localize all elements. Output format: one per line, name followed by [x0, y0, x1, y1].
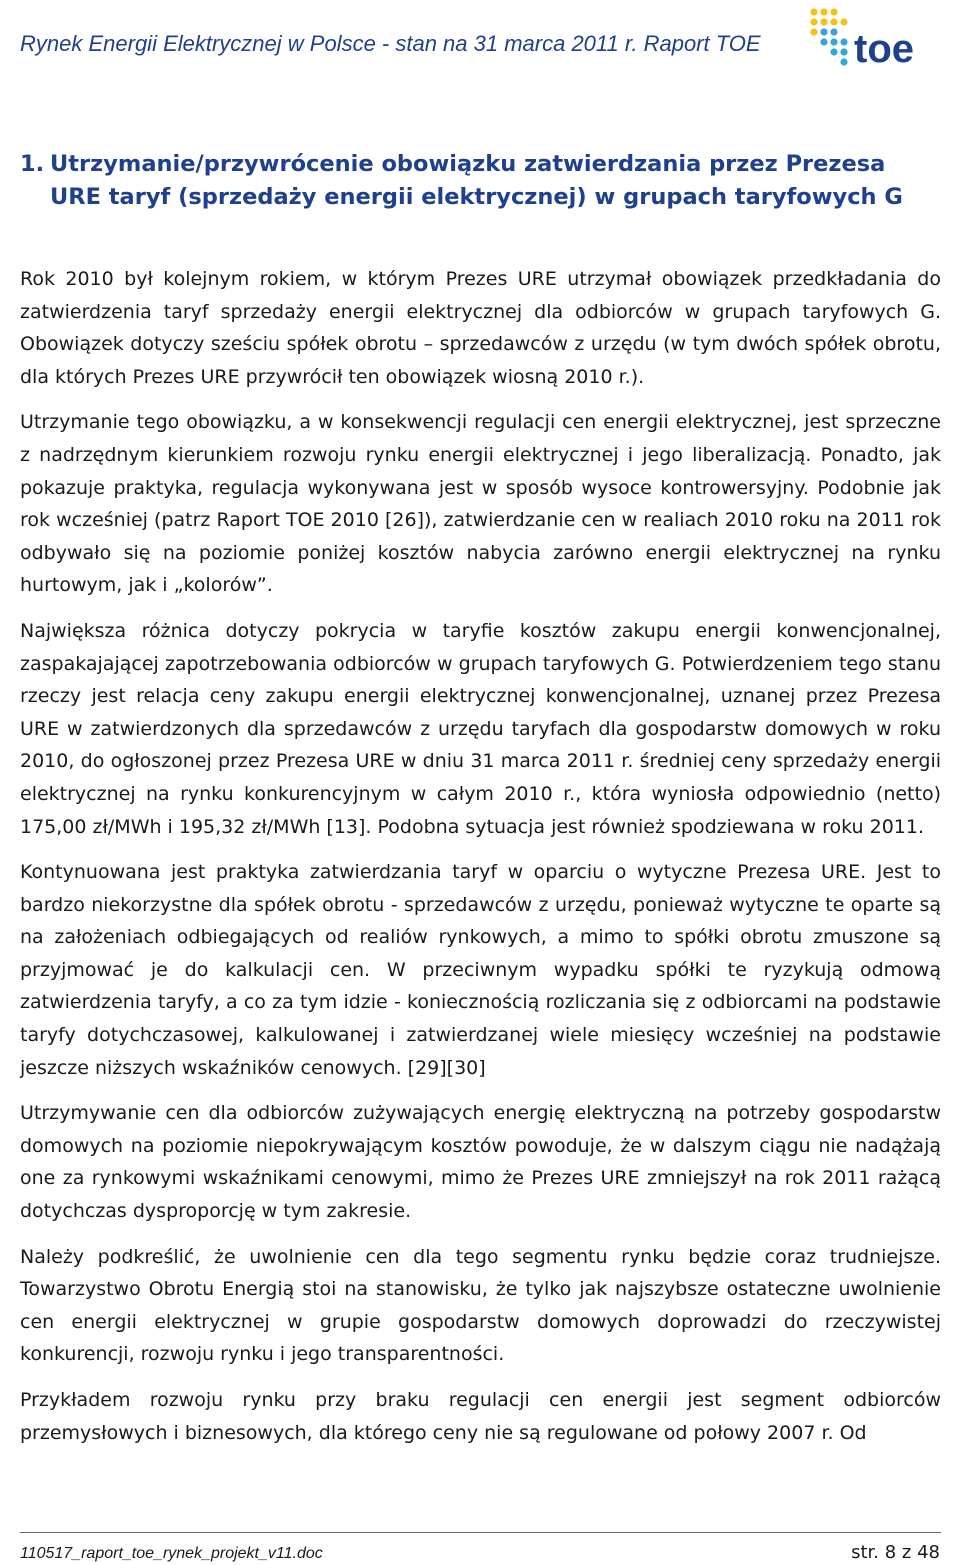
logo-wordmark: toe	[854, 27, 914, 68]
paragraph: Rok 2010 był kolejnym rokiem, w którym Prezes URE utrzymał obowiązek przedkładania do zatwierdzenia taryf sprzedaży energii elektrycznej dla odbiorców w grupach taryfowych G. Obowiązek dotyczy sześciu spółek obrotu – sprzedawców z urzędu (w tym dwóch spółek obrotu, dla których Prezes URE przywrócił ten obowiązek wiosną 2010 r.).	[20, 268, 941, 388]
paragraph: Należy podkreślić, że uwolnienie cen dla tego segmentu rynku będzie coraz trudniejsze. Towarzystwo Obrotu Energią stoi na stanowisku, że tylko jak najszybsze ostateczne uwolnienie cen energii elektrycznej w grupie gospodarstw domowych doprowadzi do rzeczywistej konkurencji, rozwoju rynku i jego transparentności.	[20, 1245, 941, 1366]
logo-dots-icon	[810, 8, 847, 65]
page-number: str. 8 z 48	[851, 1542, 940, 1563]
footer-filename: 110517_raport_toe_rynek_projekt_v11.doc	[20, 1545, 323, 1562]
section-number: 1.	[20, 151, 45, 177]
paragraph: Kontynuowana jest praktyka zatwierdzania taryf w oparciu o wytyczne Prezesa URE. Jest to bardzo niekorzystne dla spółek obrotu - sprzedawców z urzędu, ponieważ wytyczne te oparte są na założeniach odbiegających od realiów rynkowych, a mimo to spółki obrotu zmuszone są przyjmować je do kalkulacji cen. W przeciwnym wypadku spółki te ryzykują odmową zatwierdzenia taryfy, a co za tym idzie - koniecznością rozliczania się z odbiorcami na podstawie taryfy dotychczasowej, kalkulowanej i zatwierdzanej wiele miesięcy wcześniej na podstawie jeszcze niższych wskaźników cenowych. [29][30]	[20, 861, 941, 1079]
footer-divider	[20, 1532, 941, 1533]
page-header	[0, 0, 960, 72]
body-text	[20, 263, 941, 1462]
paragraph: Największa różnica dotyczy pokrycia w taryfie kosztów zakupu energii konwencjonalnej, zaspakajającej zapotrzebowania odbiorców w grupach taryfowych G. Potwierdzeniem tego stanu rzeczy jest relacja ceny zakupu energii elektrycznej konwencjonalnej, uznanej przez Prezesa URE w zatwierdzonych dla sprzedawców z urzędu taryfach dla gospodarstw domowych w roku 2010, do ogłoszonej przez Prezesa URE w dniu 31 marca 2011 r. średniej ceny sprzedaży energii elektrycznej na rynku konkurencyjnym w całym 2010 r., która wyniosła odpowiednio (netto) 175,00 zł/MWh i 195,32 zł/MWh [13]. Podobna sytuacja jest również spodziewana w roku 2011.	[20, 619, 941, 838]
paragraph: Utrzymywanie cen dla odbiorców zużywających energię elektryczną na potrzeby gospodarstw domowych na poziomie niepokrywającym kosztów powoduje, że w dalszym ciągu nie nadążają one za rynkowymi wskaźnikami cenowymi, mimo że Prezes URE zmniejszył na rok 2011 rażącą dotychczas dysproporcję w tym zakresie.	[20, 1102, 941, 1223]
page-footer	[0, 1532, 960, 1565]
paragraph: Przykładem rozwoju rynku przy braku regulacji cen energii jest segment odbiorców przemysłowych i biznesowych, dla którego ceny nie są regulowane od połowy 2007 r. Od	[20, 1389, 941, 1444]
section-heading	[20, 148, 942, 214]
section-title: Utrzymanie/przywrócenie obowiązku zatwierdzania przez Prezesa URE taryf (sprzedaży energii elektrycznej) w grupach taryfowych G	[50, 151, 903, 210]
paragraph: Utrzymanie tego obowiązku, a w konsekwencji regulacji cen energii elektrycznej, jest sprzeczne z nadrzędnym kierunkiem rozwoju rynku energii elektrycznej i jego liberalizacją. Ponadto, jak pokazuje praktyka, regulacja wykonywana jest w sposób wysoce kontrowersyjny. Podobnie jak rok wcześniej (patrz Raport TOE 2010 [26]), zatwierdzanie cen w realiach 2010 roku na 2011 rok odbywało się na poziomie poniżej kosztów nabycia zarówno energii elektrycznej na rynku hurtowym, jak i „kolorów”.	[20, 411, 941, 597]
document-title: Rynek Energii Elektrycznej w Polsce - stan na 31 marca 2011 r. Raport TOE	[20, 31, 761, 56]
toe-logo	[806, 6, 946, 68]
